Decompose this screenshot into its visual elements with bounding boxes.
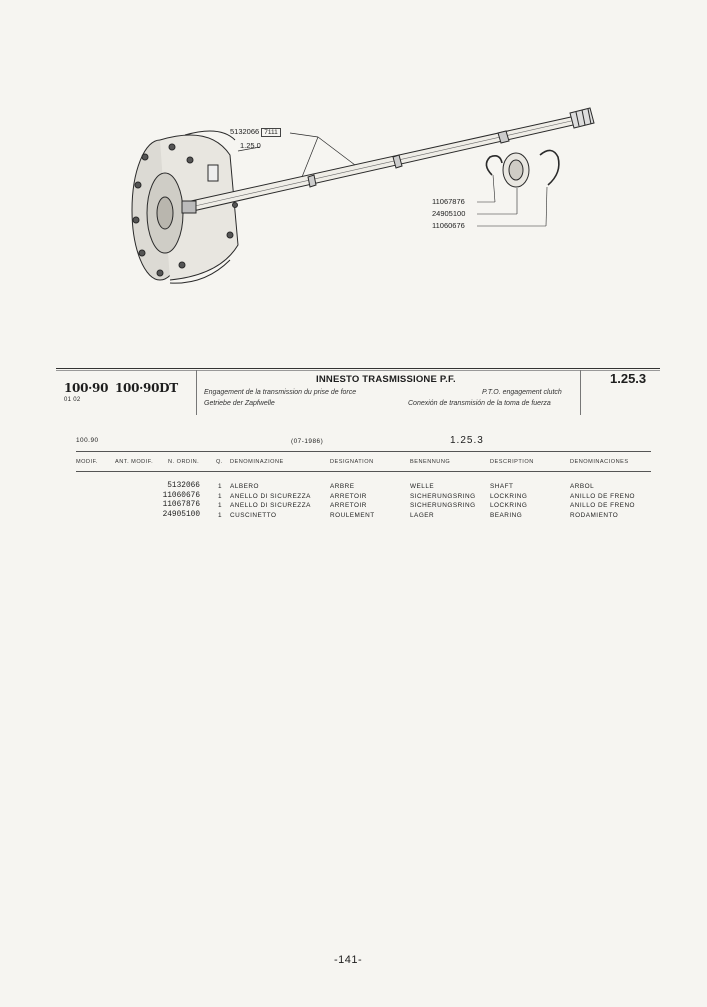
model-100-90: 100·90 (64, 381, 109, 395)
lockring-a (486, 156, 502, 175)
table-row (76, 492, 656, 502)
callout-lockring-a: 11067876 (432, 197, 465, 206)
title-spanish: Conexión de transmisión de la toma de fuerza (408, 400, 551, 407)
name-fr: ARRETOIR (330, 492, 367, 500)
name-it: ANELLO DI SICUREZZA (230, 502, 311, 509)
shaft-clutch-drawing (110, 95, 610, 295)
name-fr: ARBRE (330, 483, 355, 490)
table-rule-header (76, 471, 651, 472)
table-body (76, 482, 656, 520)
col-benennung: BENENNUNG (410, 459, 451, 465)
part-number: 24905100 (162, 510, 200, 519)
part-number: 5132066 (167, 482, 200, 490)
name-it: ANELLO DI SICUREZZA (230, 492, 311, 500)
name-en: BEARING (490, 511, 523, 519)
exploded-view-illustration (110, 95, 610, 295)
header-top-rule (56, 368, 660, 369)
header-divider-right (580, 370, 581, 415)
callout-shaft-part: 5132066 7111 (230, 127, 281, 137)
header-divider-left (196, 370, 197, 415)
name-en: SHAFT (490, 483, 514, 490)
col-designation: DESIGNATION (330, 459, 374, 465)
section-code: 1.25.3 (610, 371, 647, 386)
table-row (76, 511, 656, 521)
name-fr: ROULEMENT (330, 511, 375, 519)
col-denominaciones: DENOMINACIONES (570, 459, 629, 465)
name-de: SICHERUNGSRING (410, 492, 476, 500)
versions: 01 02 (64, 397, 81, 403)
callout-shaft-ref: 7111 (261, 128, 281, 137)
name-es: ANILLO DE FRENO (570, 492, 636, 500)
table-row (76, 482, 656, 492)
name-en: LOCKRING (490, 492, 528, 500)
table-model: 100.90 (76, 437, 99, 444)
name-it: CUSCINETTO (230, 511, 277, 519)
col-q: Q. (216, 459, 223, 465)
title-english: P.T.O. engagement clutch (482, 389, 562, 396)
title-german: Getriebe der Zapfwelle (204, 400, 275, 407)
name-es: RODAMIENTO (570, 511, 619, 519)
name-fr: ARRETOIR (330, 502, 367, 509)
model-100-90dt: 100·90DT (115, 381, 178, 395)
name-es: ANILLO DE FRENO (570, 502, 636, 509)
name-de: SICHERUNGSRING (410, 502, 476, 509)
name-it: ALBERO (230, 483, 259, 490)
callout-group-ref: 1.25.0 (240, 141, 261, 150)
col-description: DESCRIPTION (490, 459, 534, 465)
callout-bearing: 24905100 (432, 209, 466, 218)
title-french: Engagement de la transmission du prise de force (204, 389, 357, 396)
table-rule-top (76, 451, 651, 452)
quantity: 1 (218, 511, 223, 519)
name-de: LAGER (410, 511, 435, 519)
page-number: -141- (334, 954, 363, 966)
name-es: ARBOL (570, 483, 595, 490)
table-date: (07-1986) (291, 438, 324, 445)
callout-lockring-b: 11060676 (432, 221, 465, 230)
section-title: INNESTO TRASMISSIONE P.F. (316, 374, 456, 385)
table-row (76, 501, 656, 511)
lockring-b (540, 150, 559, 185)
col-denominazione: DENOMINAZIONE (230, 459, 284, 465)
col-ant-modif: ANT. MODIF. (115, 459, 154, 465)
quantity: 1 (218, 492, 223, 500)
table-code: 1.25.3 (450, 435, 484, 446)
name-en: LOCKRING (490, 502, 528, 509)
part-number: 11067876 (162, 501, 200, 509)
quantity: 1 (218, 502, 223, 509)
col-modif: MODIF. (76, 459, 98, 465)
col-n-ordin: N. ORDIN. (168, 459, 200, 465)
header-top-rule-2 (56, 370, 660, 371)
quantity: 1 (218, 483, 223, 490)
name-de: WELLE (410, 483, 435, 490)
part-number: 11060676 (162, 491, 200, 500)
